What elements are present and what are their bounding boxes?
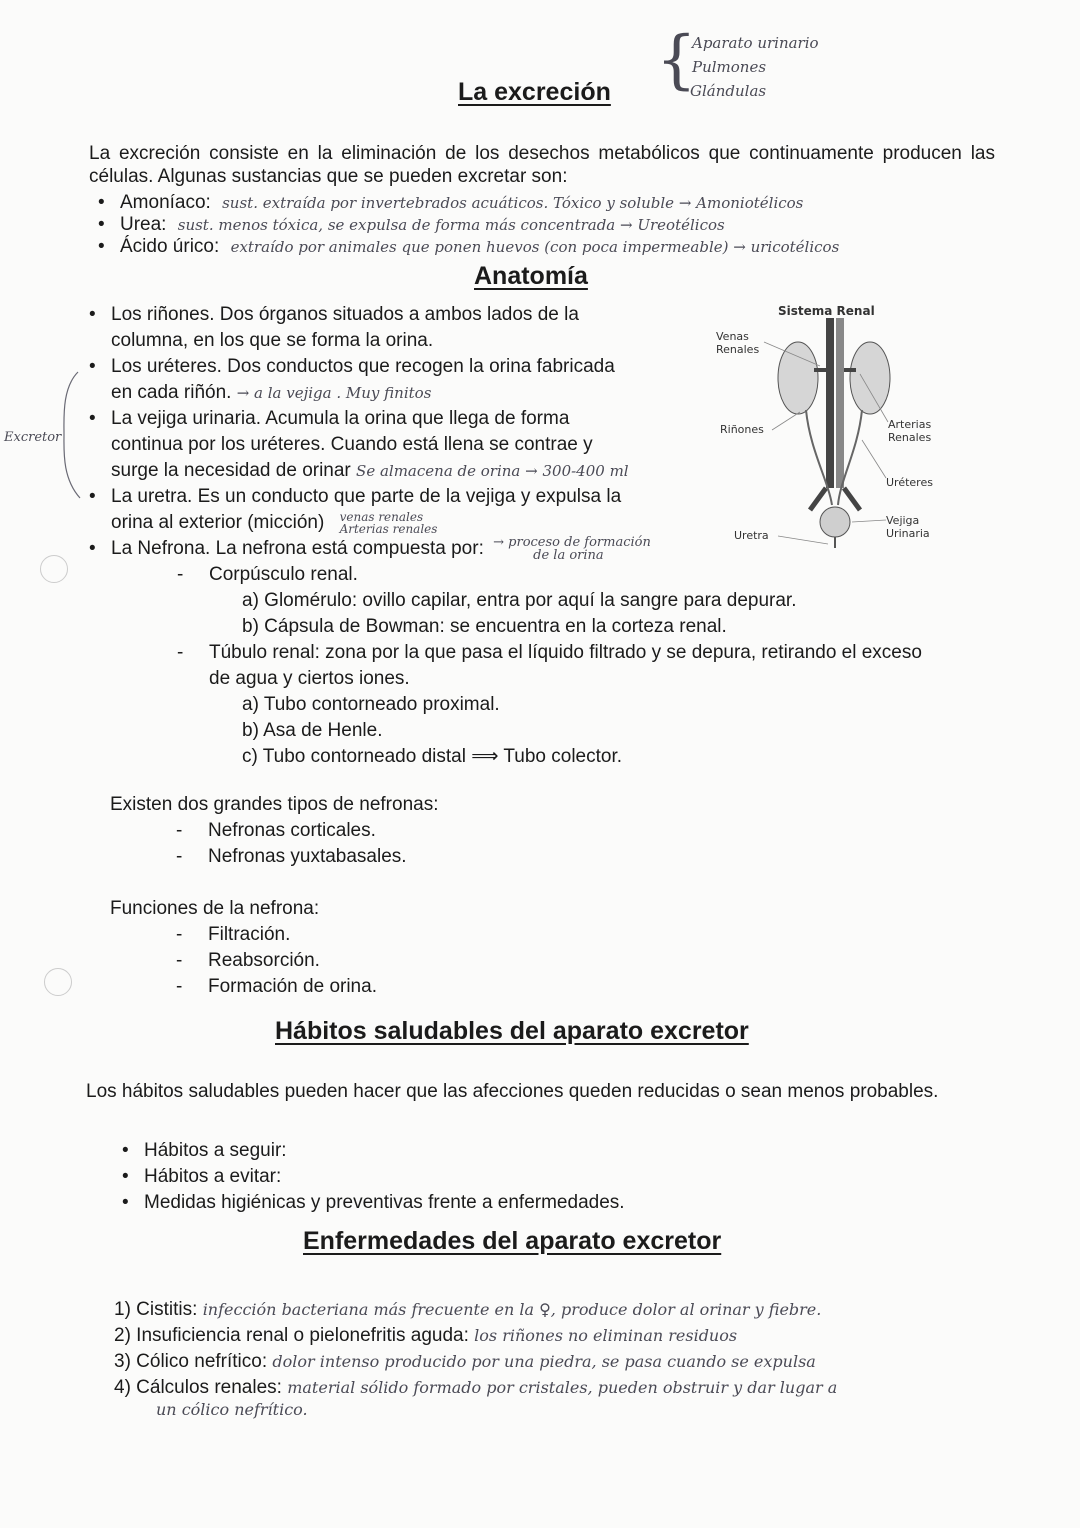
handwritten-note: sust. extraída por invertebrados acuáticos. Tóxico y soluble → Amoniotélicos xyxy=(222,194,804,212)
list-item: a) Glomérulo: ovillo capilar, entra por aquí la sangre para depurar. xyxy=(242,590,797,611)
substance-item: • Amoníaco: sust. extraída por invertebrados acuáticos. Tóxico y soluble → Amoniotélicos xyxy=(120,190,839,216)
list-item: • Hábitos a seguir: xyxy=(144,1138,625,1164)
anatomy-item-ureteres: • Los uréteres. Dos conductos que recogen la orina fabricada en cada riñón. → a la vejiga . Muy finitos xyxy=(111,354,691,406)
handwritten-note: Arterias renales xyxy=(339,521,438,536)
list-item: - Nefronas corticales. xyxy=(208,818,407,844)
handwritten-note: sust. menos tóxica, se expulsa de forma más concentrada → Ureotélicos xyxy=(177,216,725,234)
list-item: - Formación de orina. xyxy=(208,974,377,1000)
nephron-structure: - Corpúsculo renal. a) Glomérulo: ovillo capilar, entra por aquí la sangre para depurar. b) Cápsula de Bowman: se encuentra en la corteza renal. - Túbulo renal: zona por la que pasa el líquido filtrado y se depura, retirando el exceso de agua y ciertos iones. a) Tubo contorneado proximal. b) Asa de Henle. c) Tubo contorneado distal ⟹ Tubo colector. xyxy=(209,562,1009,770)
handwritten-note: extraído por animales que ponen huevos (con poca impermeable) → uricotélicos xyxy=(230,238,840,256)
handwritten-note: de la orina xyxy=(533,548,604,563)
margin-note: Excretor xyxy=(4,430,62,445)
disease-item: 1) Cistitis: infección bacteriana más frecuente en la ♀, produce dolor al orinar y fiebre. xyxy=(114,1299,822,1320)
label-ureteres: Uréteres xyxy=(886,476,933,489)
diagram-title: Sistema Renal xyxy=(778,304,875,318)
handwritten-note: dolor intenso producido por una piedra, se pasa cuando se expulsa xyxy=(272,1352,816,1371)
anatomy-item-uretra: • La uretra. Es un conducto que parte de la vejiga y expulsa la orina al exterior (micción) venas renales Arterias renales xyxy=(111,484,691,536)
habits-list xyxy=(144,1138,625,1216)
habits-title: Hábitos saludables del aparato excretor xyxy=(275,1017,749,1045)
diseases-title: Enfermedades del aparato excretor xyxy=(303,1227,722,1255)
handwritten-note: venas renales xyxy=(339,509,424,524)
page-title: La excreción xyxy=(458,78,611,106)
handwritten-note: los riñones no eliminan residuos xyxy=(474,1326,738,1345)
list-item: - Filtración. xyxy=(208,922,377,948)
corpusculo-list xyxy=(209,588,1009,640)
punch-hole-mark xyxy=(44,968,72,996)
brace-note-icon: { xyxy=(656,23,697,97)
handwritten-note: → proceso de formación xyxy=(493,535,651,550)
label-arterias: Arterias Renales xyxy=(888,418,932,444)
handwritten-note: un cólico nefrítico. xyxy=(156,1400,308,1419)
handwritten-note: material sólido formado por cristales, pueden obstruir y dar lugar a xyxy=(287,1378,838,1397)
label-uretra: Uretra xyxy=(734,529,769,542)
corpusculo-heading: - Corpúsculo renal. xyxy=(209,562,1009,588)
diseases-list xyxy=(114,1297,837,1401)
label-vejiga: Vejiga Urinaria xyxy=(886,514,930,540)
list-item: • Hábitos a evitar: xyxy=(144,1164,625,1190)
nephron-types-list xyxy=(208,818,407,870)
anatomy-title: Anatomía xyxy=(474,262,588,290)
anatomy-item-nefrona: • La Nefrona. La nefrona está compuesta por: → proceso de formación de la orina xyxy=(111,536,691,562)
nephron-functions-title: Funciones de la nefrona: xyxy=(110,898,320,919)
list-item: b) Cápsula de Bowman: se encuentra en la corteza renal. xyxy=(242,616,727,637)
handwritten-note: Se almacena de orina → 300-400 ml xyxy=(356,462,629,480)
disease-item: 3) Cólico nefrítico: dolor intenso producido por una piedra, se pasa cuando se expulsa xyxy=(114,1351,816,1372)
tubulo-list xyxy=(209,692,1009,770)
intro-paragraph: La excreción consiste en la eliminación de los desechos metabólicos que continuamente producen las células. Algunas sustancias que se pueden excretar son: xyxy=(89,143,995,187)
anatomy-item-vejiga: • La vejiga urinaria. Acumula la orina que llega de forma continua por los uréteres. Cuando está llena se contrae y surge la necesidad de orinar Se almacena de orina → 300-400 ml xyxy=(111,406,691,484)
handwritten-note: infección bacteriana más frecuente en la ♀, produce dolor al orinar y fiebre. xyxy=(202,1300,822,1319)
tubulo-heading: - Túbulo renal: zona por la que pasa el líquido filtrado y se depura, retirando el exceso xyxy=(209,640,1009,666)
substance-item: • Urea: sust. menos tóxica, se expulsa de forma más concentrada → Ureotélicos xyxy=(120,212,839,238)
nephron-types-title: Existen dos grandes tipos de nefronas: xyxy=(110,794,439,815)
substance-item: • Ácido úrico: extraído por animales que ponen huevos (con poca impermeable) → uricotélicos xyxy=(120,234,839,260)
handwritten-note: → a la vejiga . Muy finitos xyxy=(236,384,432,402)
list-item: • Medidas higiénicas y preventivas frente a enfermedades. xyxy=(144,1190,625,1216)
disease-item: 2) Insuficiencia renal o pielonefritis aguda: los riñones no eliminan residuos xyxy=(114,1325,738,1346)
note-pulmones: Pulmones xyxy=(692,58,767,76)
list-item: - Nefronas yuxtabasales. xyxy=(208,844,407,870)
list-item: b) Asa de Henle. xyxy=(242,720,383,741)
list-item: a) Tubo contorneado proximal. xyxy=(242,694,500,715)
list-item: - Reabsorción. xyxy=(208,948,377,974)
anatomy-item-rinones: • Los riñones. Dos órganos situados a ambos lados de la columna, en los que se forma la orina. xyxy=(111,302,691,354)
disease-item: 4) Cálculos renales: material sólido formado por cristales, pueden obstruir y dar lugar a xyxy=(114,1377,838,1398)
list-item: c) Tubo contorneado distal ⟹ Tubo colector. xyxy=(242,746,623,767)
habits-intro: Los hábitos saludables pueden hacer que las afecciones queden reducidas o sean menos probables. xyxy=(86,1081,939,1102)
punch-hole-mark xyxy=(40,555,68,583)
label-rinones: Riñones xyxy=(720,423,764,436)
substance-list xyxy=(120,190,839,260)
anatomy-list xyxy=(111,302,691,562)
note-aparato: Aparato urinario xyxy=(692,34,819,52)
note-glandulas: Glándulas xyxy=(690,82,767,100)
renal-diagram xyxy=(710,300,960,550)
label-venas: Venas Renales xyxy=(716,330,760,356)
nephron-functions-list xyxy=(208,922,377,1000)
